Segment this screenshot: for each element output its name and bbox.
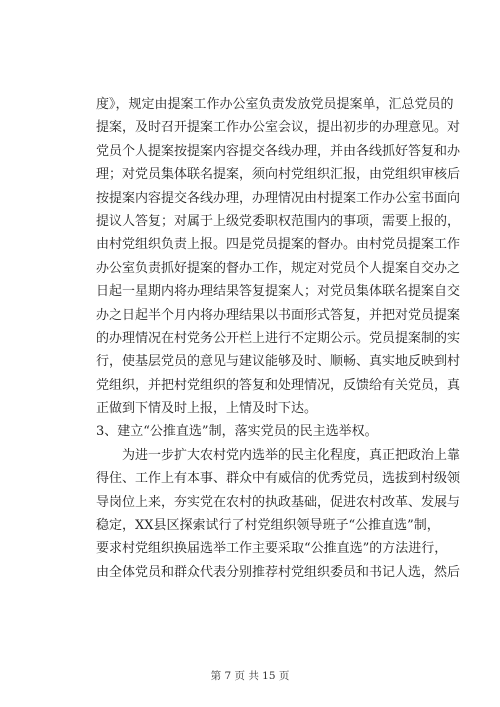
text-line: 提议人答复；对属于上级党委职权范围内的事项，需要上报的， [96, 213, 461, 229]
text-line: 日起一星期内将办理结果答复提案人；对党员集体联名提案自交 [96, 284, 461, 300]
body-text [96, 93, 461, 584]
section-heading: 3、建立“公推直选”制，落实党员的民主选举权。 [96, 424, 378, 440]
text-line: 的办理情况在村党务公开栏上进行不定期公示。党员提案制的实 [96, 330, 461, 346]
text-line: 得住、工作上有本事、群众中有威信的优秀党员，选拔到村级领 [96, 471, 461, 487]
text-line: 由村党组织负责上报。四是党员提案的督办。由村党员提案工作 [96, 237, 461, 253]
text-line: 度》，规定由提案工作办公室负责发放党员提案单，汇总党员的 [96, 97, 454, 112]
text-line: 党员个人提案按提案内容提交各线办理，并由各线抓好答复和办 [96, 143, 461, 159]
text-line: 办之日起半个月内将办理结果以书面形式答复，并把对党员提案 [96, 307, 461, 323]
text-line: 按提案内容提交各线办理，办理情况由村提案工作办公室书面向 [96, 190, 461, 206]
text-line: 党组织，并把村党组织的答复和处理情况，反馈给有关党员，真 [96, 377, 461, 393]
text-line: 办公室负责抓好提案的督办工作，规定对党员个人提案自交办之 [96, 260, 461, 276]
text-line: 导岗位上来，夯实党在农村的执政基础，促进农村改革、发展与 [96, 494, 461, 510]
text-line: 要求村党组织换届选举工作主要采取“公推直选”的方法进行， [96, 541, 448, 557]
text-line: 提案，及时召开提案工作办公室会议，提出初步的办理意见。对 [96, 120, 461, 136]
paragraph-first-line: 为进一步扩大农村党内选举的民主化程度，真正把政治上靠 [122, 447, 461, 463]
text-line: 理；对党员集体联名提案，须向村党组织汇报，由党组织审核后 [96, 167, 461, 183]
text-line: 稳定，XX县区探索试行了村党组织领导班子“公推直选”制， [96, 518, 440, 534]
text-line: 由全体党员和群众代表分别推荐村党组织委员和书记人选，然后 [96, 564, 461, 580]
page-number-footer: 第 7 页 共 15 页 [210, 670, 290, 682]
text-line: 行，使基层党员的意见与建议能够及时、顺畅、真实地反映到村 [96, 354, 461, 370]
text-line: 正做到下情及时上报，上情及时下达。 [96, 401, 318, 417]
